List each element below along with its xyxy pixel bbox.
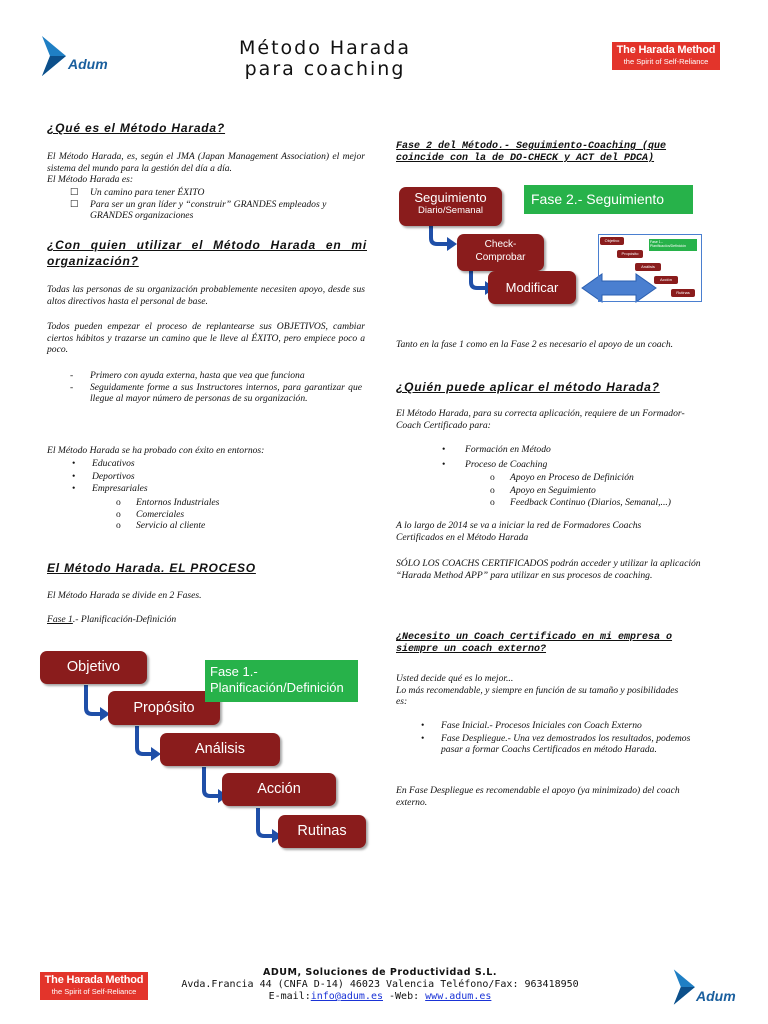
- step-rutinas: Rutinas: [278, 815, 366, 848]
- step-objetivo: Objetivo: [40, 651, 147, 684]
- mini-step: Acción: [654, 276, 678, 284]
- list-item: - Seguidamente forme a sus Instructores internos, para garantizar que llegue al mayor número de personas de su organización.: [70, 381, 362, 405]
- brand-line-2: the Spirit of Self-Reliance: [51, 987, 137, 996]
- list-item: o Entornos Industriales: [116, 497, 220, 508]
- web-link[interactable]: www.adum.es: [425, 991, 492, 1002]
- who-paragraph-2: Todos pueden empezar el proceso de replantearse sus OBJETIVOS, cambiar ciertos hábitos y trazarse un camino que le lleve al ÉXITO, pero empiece poco a poco.: [47, 321, 365, 356]
- dot-bullet-icon: •: [421, 732, 425, 744]
- fase1-rest: .- Planificación-Definición: [72, 614, 177, 625]
- section-heading-who: ¿Con quien utilizar el Método Harada en mi organización?: [47, 238, 367, 268]
- down-right-arrow: [86, 685, 102, 714]
- need-coach-line-2: Lo más recomendable, y siempre en función de su tamaño y posibilidades es:: [396, 684, 679, 708]
- step-seguimiento: Seguimiento Diario/Semanal: [399, 187, 502, 226]
- footer-harada-brand-logo: [40, 972, 148, 1000]
- down-right-arrow: [137, 726, 153, 754]
- page-title: [200, 38, 450, 80]
- adum-logo: [40, 34, 130, 80]
- circle-bullet-icon: o: [490, 484, 495, 496]
- section-heading-process: El Método Harada. EL PROCESO: [47, 561, 256, 575]
- adum-logo-text: Adum: [68, 56, 108, 72]
- who-paragraph-1: Todas las personas de su organización probablemente necesiten apoyo, desde sus altos directivos hasta el personal de base.: [47, 284, 365, 307]
- footer-links: E-mail:info@adum.es -Web: www.adum.es: [268, 991, 492, 1002]
- section-heading-who-can-apply: ¿Quién puede aplicar el método Harada?: [396, 380, 660, 394]
- section-heading-need-coach: ¿Necesito un Coach Certificado en mi empresa o siempre un coach externo?: [396, 632, 673, 655]
- dot-bullet-icon: •: [72, 458, 76, 469]
- step-accion: Acción: [222, 773, 336, 806]
- footer-contact: [170, 967, 590, 1003]
- brand-line-2: the Spirit of Self-Reliance: [623, 57, 709, 66]
- adum-logo-text: Adum: [696, 988, 736, 1004]
- footer-company: ADUM, Soluciones de Productividad S.L.: [263, 967, 497, 978]
- circle-bullet-icon: o: [116, 520, 121, 532]
- list-item: • Educativos: [72, 458, 135, 469]
- list-item: • Empresariales: [72, 483, 148, 495]
- step-analisis: Análisis: [160, 733, 280, 766]
- list-item: o Apoyo en Proceso de Definición: [490, 472, 634, 483]
- footer-adum-logo: [672, 966, 752, 1012]
- mini-fase1-diagram: [598, 234, 702, 302]
- circle-bullet-icon: o: [490, 497, 495, 509]
- fase2-note: Tanto en la fase 1 como en la Fase 2 es necesario el apoyo de un coach.: [396, 339, 674, 350]
- what-is-list: [70, 187, 360, 222]
- dot-bullet-icon: •: [421, 720, 425, 731]
- fase1-heading: [47, 614, 365, 626]
- circle-bullet-icon: o: [116, 497, 121, 508]
- list-item: o Comerciales: [116, 508, 185, 520]
- certified-paragraph: SÓLO LOS COACHS CERTIFICADOS podrán acceder y utilizar la aplicación “Harada Method APP” para utilizar en sus procesos de coaching.: [396, 558, 701, 581]
- harada-brand-logo: [612, 42, 720, 70]
- dot-bullet-icon: •: [72, 470, 76, 482]
- list-item: o Apoyo en Seguimiento: [490, 484, 596, 496]
- list-item: • Proceso de Coaching: [442, 458, 548, 470]
- list-item: o Servicio al cliente: [116, 520, 206, 532]
- list-item: - Primero con ayuda externa, hasta que vea que funciona: [70, 370, 305, 381]
- what-is-intro: El Método Harada es:: [47, 174, 134, 186]
- need-coach-list: [421, 720, 706, 756]
- list-item: ☐ Para ser un gran líder y “construir” GRANDES empleados y GRANDES organizaciones: [70, 198, 327, 222]
- list-item: ☐ Un camino para tener ÉXITO: [70, 187, 205, 198]
- section-heading-what-is: ¿Qué es el Método Harada?: [47, 121, 226, 135]
- list-item: o Feedback Continuo (Diarios, Semanal,...): [490, 497, 671, 509]
- brand-line-1: The Harada Method: [44, 974, 144, 986]
- circle-bullet-icon: o: [490, 472, 495, 483]
- title-line-1: Método Harada: [239, 37, 411, 59]
- list-item: • Deportivos: [72, 470, 135, 482]
- sub-environments-list: [116, 497, 336, 532]
- down-right-arrow: [204, 767, 220, 796]
- footer-address: Avda.Francia 44 (CNFA D-14) 46023 Valencia Teléfono/Fax: 963418950: [181, 979, 579, 990]
- who-can-apply-paragraph: El Método Harada, para su correcta aplicación, requiere de un Formador-Coach Certificado para:: [396, 408, 685, 431]
- environments-list: [72, 458, 332, 495]
- step-proposito: Propósito: [108, 691, 220, 725]
- title-line-2: para coaching: [244, 58, 406, 80]
- step-check-comprobar: Check- Comprobar: [457, 234, 544, 271]
- dash-bullet-icon: -: [70, 381, 74, 393]
- checkbox-bullet-icon: ☐: [70, 198, 79, 210]
- network-paragraph: A lo largo de 2014 se va a iniciar la red de Formadores Coachs Certificados en el Método Harada: [396, 520, 642, 543]
- fase2-heading: Fase 2 del Método.- Seguimiento-Coaching (que coincide con la de DO-CHECK y ACT del PDCA): [396, 141, 667, 164]
- fase1-label: Fase 1: [47, 614, 73, 625]
- down-right-arrow: [258, 808, 274, 836]
- list-item: • Fase Despliegue.- Una vez demostrados los resultados, podemos pasar a formar Coachs Certificados en método Harada.: [421, 732, 691, 756]
- list-item: • Fase Inicial.- Procesos Iniciales con Coach Externo: [421, 720, 642, 731]
- fase1-green-label: Fase 1.- Planificación/Definición: [205, 660, 358, 702]
- who-can-apply-list: [442, 444, 702, 470]
- down-right-arrow: [431, 224, 449, 244]
- list-item: • Formación en Método: [442, 444, 551, 455]
- dot-bullet-icon: •: [442, 444, 446, 455]
- mini-step: Rutinas: [671, 289, 695, 297]
- step-modificar: Modificar: [488, 271, 576, 304]
- brand-line-1: The Harada Method: [616, 44, 716, 56]
- circle-bullet-icon: o: [116, 508, 121, 520]
- process-paragraph: El Método Harada se divide en 2 Fases.: [47, 590, 202, 601]
- dot-bullet-icon: •: [72, 483, 76, 495]
- fase2-green-label: Fase 2.- Seguimiento: [524, 185, 693, 214]
- who-list: [70, 370, 362, 405]
- mini-step: Propósito: [617, 250, 643, 258]
- what-is-text: El Método Harada, es, según el JMA (Japan Management Association) el mejor sistema del mundo para la gestión del día a día.: [47, 151, 365, 174]
- mini-step: Análisis: [635, 263, 661, 271]
- deployment-paragraph: En Fase Despliegue es recomendable el apoyo (ya minimizado) del coach externo.: [396, 785, 680, 808]
- checkbox-bullet-icon: ☐: [70, 187, 79, 198]
- who-can-apply-sub-list: [490, 472, 720, 509]
- mini-step: Objetivo: [600, 237, 624, 245]
- need-coach-line-1: Usted decide qué es lo mejor...: [396, 673, 514, 684]
- dash-bullet-icon: -: [70, 370, 74, 381]
- mini-green-label: Fase 1.- Planificación/Definición: [649, 239, 697, 251]
- dot-bullet-icon: •: [442, 458, 446, 470]
- need-coach-paragraph: [396, 673, 686, 708]
- email-link[interactable]: info@adum.es: [310, 991, 383, 1002]
- environments-intro: El Método Harada se ha probado con éxito en entornos:: [47, 445, 265, 456]
- what-is-paragraph: [47, 151, 365, 186]
